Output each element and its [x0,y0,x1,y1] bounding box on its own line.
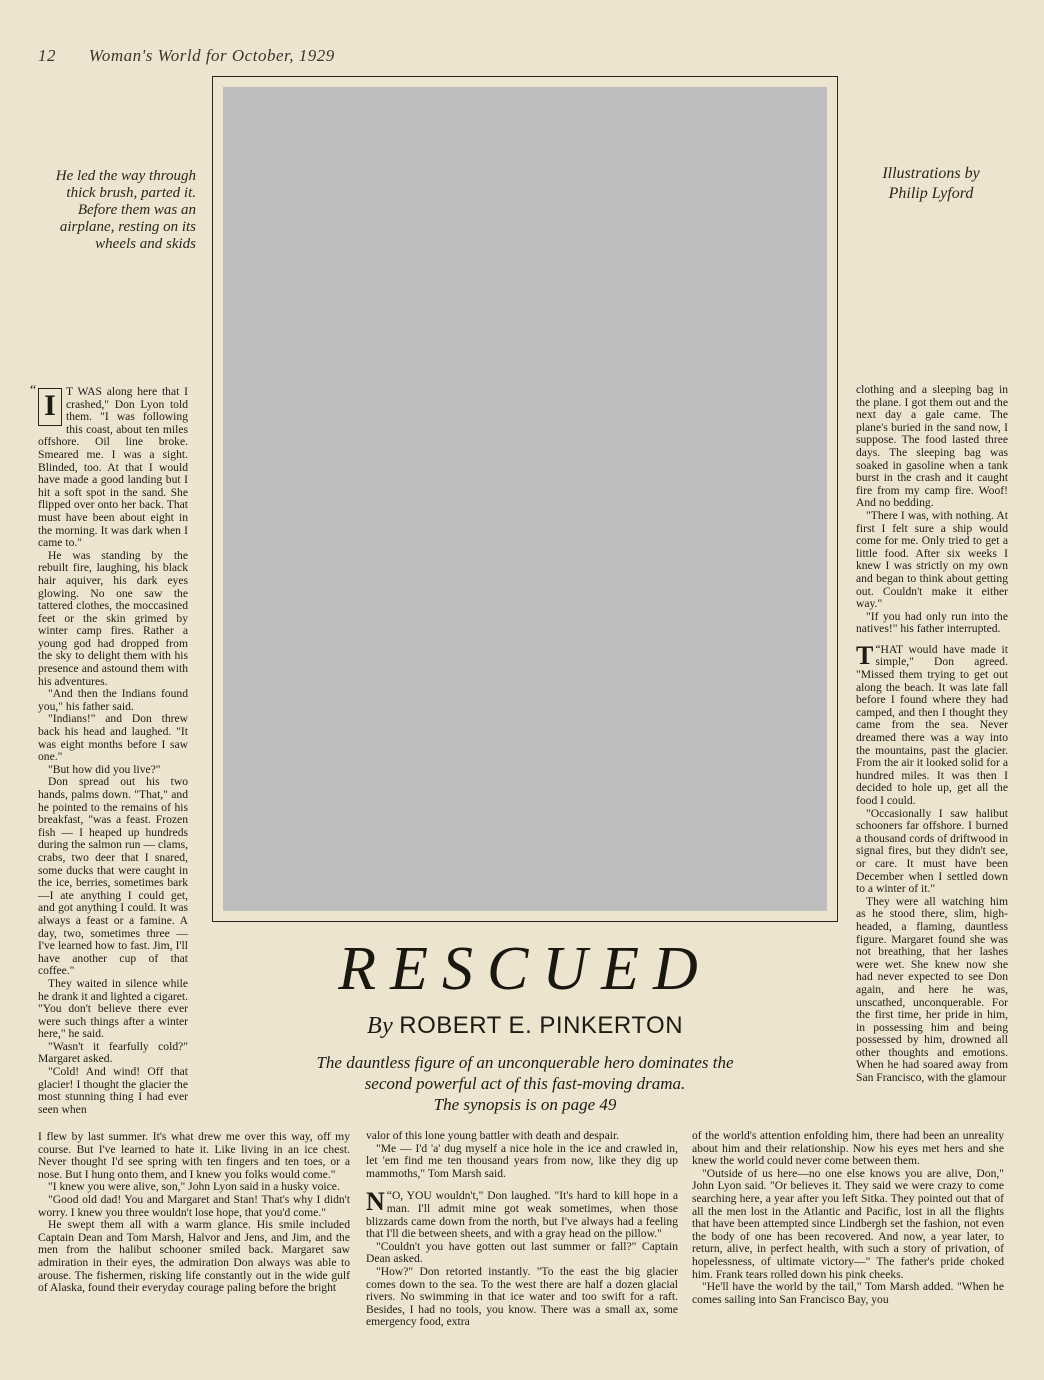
right-para-4: “ T HAT would have made it simple," Don agreed. "Missed them trying to get out along the beach. It was late fall before I found where they had camped, and then I thought they came from the sea. Never dreamed there was a way into the mountains, past the glacier. From the air it looked solid for a hundred miles. It was then I decided to hole up, get all the food I could. [856,640,1008,807]
byline-by: By [366,1013,394,1039]
right-para-3: "If you had only run into the natives!" his father interrupted. [856,609,1008,636]
drop-cap-I: I [38,388,62,426]
running-title: Woman's World for October, 1929 [88,46,335,65]
illustration-credit [846,164,1016,204]
running-header [38,46,335,66]
story-title: RESCUED [338,935,712,1003]
b3-para-1: of the world's attention enfolding him, there had been an unreality about him and their relationship. Now his eyes met hers and she knew the world could never come between them. [692,1129,1004,1168]
b3-para-2: "Outside of us here—no one else knows you are alive, Don," John Lyon said. "Or believes it. They said we were crazy to come searching here, a year after you left Sitka. They pointed out that of all the men lost in the Atlantic and Pacific, lost in all the flights that have been attempted since Lindbergh set the fashion, not even the body of one has been recovered. And now, a year later, to return, alive, in perfect health, with such a story of privation, of hopelessness, of ultimate victory—" The father's pride choked him. Frank tears rolled down his pink cheeks. [692,1166,1004,1281]
left-para-3: "And then the Indians found you," his father said. [38,687,188,713]
left-para-9: "Cold! And wind! Off that glacier! I thought the glacier the most stunning thing I had ever seen when [38,1065,188,1116]
b2-para-5: "How?" Don retorted instantly. "To the east the big glacier comes down to the sea. To the west there are half a dozen glacial rivers. No swimming in that ice water and too swift for a raft. Besides, I had no tools, you know. There was a small ax, some emergency food, extra [366,1264,678,1329]
b2-para-2: "Me — I'd 'a' dug myself a nice hole in the ice and crawled in, let 'em find me ten thousand years from now, like they dig up mammoths," Tom Marsh said. [366,1141,678,1180]
left-para-7: They waited in silence while he drank it and lighted a cigaret. "You don't believe there ever were such things after a winter here," he said. [38,976,188,1041]
deck-line-3: The synopsis is on page 49 [433,1095,617,1114]
b2-para-3: “ N O, YOU wouldn't," Don laughed. "It's hard to kill hope in a man. I'll admit mine got weak sometimes, when those blizzards came down from the north, but I've always had a feeling that I'll die between sheets, and with a gray head on the pillow." [366,1187,678,1241]
left-column [38,386,188,1116]
bottom-column-3 [692,1130,1004,1306]
bottom-column-1 [38,1131,350,1295]
left-para-6: Don spread out his two hands, palms down. "That," and he pointed to the remains of his breakfast, "was a feast. Frozen fish — I heaped up hundreds during the salmon run — clams, crabs, two deer that I snared, some ducks that were caught in the ice, berries, sometimes bark—I ate anything I could get, and got anything I could. It was always a feast or a famine. A day, two, sometimes three — I've learned how to fast. Jim, I'll have another cup of that coffee." [38,775,188,978]
byline [212,1012,838,1040]
left-para-8: "Wasn't it fearfully cold?" Margaret asked. [38,1039,188,1066]
illustration-credit-line1: Illustrations by [882,165,980,182]
author-name: ROBERT E. PINKERTON [399,1012,684,1039]
illustration-caption: He led the way through thick brush, parted it. Before them was an airplane, resting on its wheels and skids [55,168,196,252]
illustration-frame [212,76,838,922]
right-para-1: clothing and a sleeping bag in the plane. I got them out and the next day a gale came. The plane's buried in the sand now, I suppose. The food lasted three days. The sleeping bag was soaked in gasoline when a tank burst in the crash and it caught fire from my camp fire. Woof! And no bedding. [856,383,1008,510]
right-para-6: They were all watching him as he stood there, slim, high-headed, a flaming, dauntless figure. Margaret found she was not breathing, that her lashes were wet. She knew now she had never expected to see Don again, and here he was, unscathed, unconquerable. For the first time, her pride in him, in possessing him and being possessed by him, drowned all other thoughts and emotions. When he had soared away from San Francisco, with the glamour [856,894,1008,1085]
b1-para-1: I flew by last summer. It's what drew me over this way, off my course. But I've learned to hate it. Like living in an ice chest. Never thought I'd see spring with ten fingers and ten toes, or a nose. But I hung onto them, and I knew you folks would come." [38,1130,350,1181]
page-number: 12 [38,46,56,65]
b3-para-3: "He'll have the world by the tail," Tom Marsh added. "When he comes sailing into San Francisco Bay, you [692,1280,1004,1306]
b2-para-1: valor of this lone young battler with death and despair. [366,1129,620,1142]
right-para-2: "There I was, with nothing. At first I felt sure a ship would come for me. Only tried to get a little food. After six weeks I knew I was strictly on my own and began to think about getting out. Couldn't make it either way." [856,508,1008,611]
deck-line-1: The dauntless figure of an unconquerable hero dominates the [316,1053,734,1072]
story-deck [212,1052,838,1115]
deck-line-2: second powerful act of this fast-moving drama. [364,1074,686,1093]
right-para-5: "Occasionally I saw halibut schooners far offshore. I burned a thousand cords of driftwood in signal fires, but they didn't see, or care. It must have been December when I settled down to a winter of it." [856,806,1008,896]
left-para-1: I T WAS along here that I crashed," Don Lyon told them. "I was following this coast, about ten miles offshore. Oil line broke. Smeared me. I was a sight. Blinded, too. At that I would have made a good landing but I hit a soft spot in the sand. She flipped over onto her back. That must have been about eight in the morning. It was dark when I came to." [38,385,188,550]
left-para-2: He was standing by the rebuilt fire, laughing, his black hair aquiver, his dark eyes glowing. No one saw the tattered clothes, the moccasined feet or the skin grimed by winter camp fires. Rather a young god had dropped from the sky to delight them with his presence and astound them with his adventures. [38,548,188,688]
illustration-credit-line2: Philip Lyford [888,185,974,202]
left-para-5: "But how did you live?" [48,762,161,776]
left-para-4: "Indians!" and Don threw back his head and laughed. "It was eight months before I saw one." [38,712,188,764]
illustration-image [223,87,827,911]
b1-para-2: "I knew you were alive, son," John Lyon said in a husky voice. [48,1180,340,1194]
bottom-column-2 [366,1130,678,1329]
right-column [856,384,1008,1085]
b1-para-3: "Good old dad! You and Margaret and Stan! That's why I didn't worry. I knew you three wouldn't lose hope, that you'd come." [38,1192,350,1219]
b1-para-4: He swept them all with a warm glance. His smile included Captain Dean and Tom Marsh, Halvor and Jens, and Jim, and the men from the halibut schooner smiled back. Margaret saw admiration in their eyes, the admiration Don always was able to arouse. The fishermen, risking life constantly out in the wide gulf of Alaska, found their everyday courage paling before the bright [38,1218,350,1295]
b2-para-4: "Couldn't you have gotten out last summer or fall?" Captain Dean asked. [366,1239,678,1266]
open-quote: “ [30,383,37,398]
